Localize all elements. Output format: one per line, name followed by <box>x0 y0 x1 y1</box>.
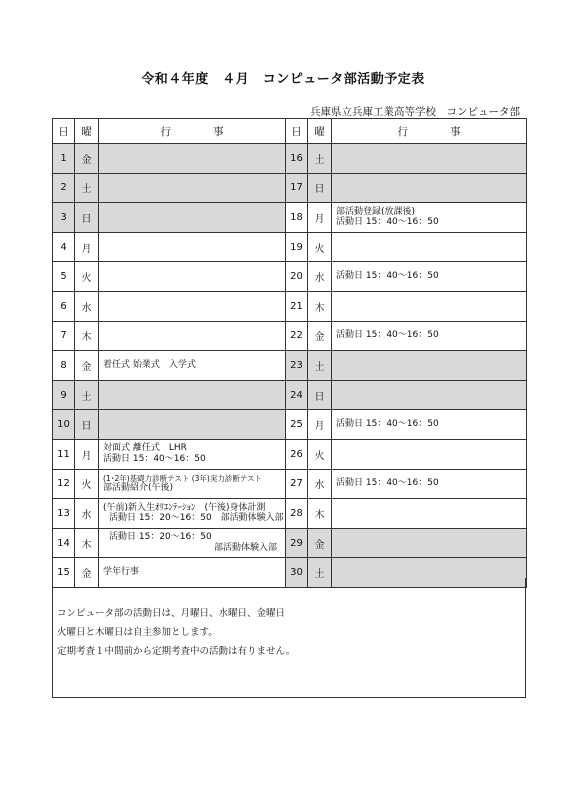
event-cell <box>332 291 527 321</box>
weekday-cell: 木 <box>75 321 99 351</box>
table-header-row <box>53 119 527 144</box>
day-cell: 2 <box>53 173 75 203</box>
header-event: 行 事 <box>99 119 286 144</box>
event-cell <box>99 173 286 203</box>
event-line: 活動日 15：40～16：50 <box>336 271 439 282</box>
weekday-cell: 土 <box>308 351 332 381</box>
table-row <box>53 528 527 558</box>
day-cell: 9 <box>53 380 75 410</box>
event-cell <box>332 351 527 381</box>
document-title: 令和４年度 ４月 コンピュータ部活動予定表 <box>141 72 425 87</box>
weekday-cell: 月 <box>308 203 332 233</box>
event-cell <box>99 410 286 440</box>
day-cell: 22 <box>286 321 308 351</box>
weekday-cell: 土 <box>75 380 99 410</box>
day-cell: 28 <box>286 499 308 529</box>
event-cell <box>332 410 527 440</box>
event-line: 活動日 15：40～16：50 <box>336 217 439 228</box>
header-weekday: 曜 <box>308 119 332 144</box>
event-line: 部活動紹介(午後) <box>103 482 174 493</box>
weekday-cell: 月 <box>75 439 99 469</box>
event-cell <box>99 351 286 381</box>
weekday-cell: 土 <box>308 558 332 588</box>
weekday-cell: 日 <box>308 173 332 203</box>
notes-box <box>52 578 526 698</box>
day-cell: 30 <box>286 558 308 588</box>
event-cell <box>332 144 527 174</box>
note-line: コンピュータ部の活動日は、月曜日、水曜日、金曜日 <box>57 608 286 619</box>
event-cell <box>99 321 286 351</box>
event-cell <box>332 528 527 558</box>
event-cell <box>332 173 527 203</box>
day-cell: 17 <box>286 173 308 203</box>
day-cell: 18 <box>286 203 308 233</box>
event-cell <box>99 203 286 233</box>
day-cell: 21 <box>286 291 308 321</box>
weekday-cell: 金 <box>75 351 99 381</box>
table-row <box>53 410 527 440</box>
weekday-cell: 木 <box>75 528 99 558</box>
weekday-cell: 月 <box>308 410 332 440</box>
event-line: 着任式 始業式 入学式 <box>103 360 196 371</box>
day-cell: 3 <box>53 203 75 233</box>
weekday-cell: 土 <box>308 144 332 174</box>
day-cell: 7 <box>53 321 75 351</box>
event-cell <box>99 528 286 558</box>
event-cell <box>99 232 286 262</box>
day-cell: 11 <box>53 439 75 469</box>
weekday-cell: 金 <box>308 528 332 558</box>
event-cell <box>332 380 527 410</box>
organization-name: 兵庫県立兵庫工業高等学校 コンピュータ部 <box>310 106 520 118</box>
event-line: 活動日 15：40～16：50 <box>336 419 439 430</box>
weekday-cell: 日 <box>75 203 99 233</box>
table-row <box>53 351 527 381</box>
weekday-cell: 火 <box>75 262 99 292</box>
day-cell: 29 <box>286 528 308 558</box>
day-cell: 23 <box>286 351 308 381</box>
table-row <box>53 262 527 292</box>
note-line: 火曜日と木曜日は自主参加とします。 <box>57 627 218 638</box>
weekday-cell: 水 <box>75 499 99 529</box>
weekday-cell: 土 <box>75 173 99 203</box>
day-cell: 20 <box>286 262 308 292</box>
event-cell <box>99 291 286 321</box>
weekday-cell: 火 <box>308 439 332 469</box>
event-cell <box>332 321 527 351</box>
weekday-cell: 金 <box>308 321 332 351</box>
table-row <box>53 321 527 351</box>
table-row <box>53 291 527 321</box>
table-row <box>53 173 527 203</box>
weekday-cell: 木 <box>308 499 332 529</box>
header-weekday: 曜 <box>75 119 99 144</box>
event-line: 活動日 15：40～16：50 <box>103 454 206 465</box>
event-cell <box>332 499 527 529</box>
table-row <box>53 469 527 499</box>
event-line: 活動日 15：40～16：50 <box>336 478 439 489</box>
weekday-cell: 水 <box>75 291 99 321</box>
event-cell <box>332 203 527 233</box>
table-row <box>53 439 527 469</box>
table-row <box>53 499 527 529</box>
event-line: 活動日 15：20～16：50 <box>109 532 212 543</box>
table-row <box>53 144 527 174</box>
header-day: 日 <box>286 119 308 144</box>
day-cell: 15 <box>53 558 75 588</box>
table-row <box>53 232 527 262</box>
event-cell <box>99 499 286 529</box>
weekday-cell: 木 <box>308 291 332 321</box>
day-cell: 6 <box>53 291 75 321</box>
event-cell <box>332 439 527 469</box>
schedule-table <box>52 118 527 588</box>
event-cell <box>99 262 286 292</box>
event-cell <box>332 262 527 292</box>
event-cell <box>332 469 527 499</box>
event-cell <box>99 439 286 469</box>
event-cell <box>332 232 527 262</box>
event-line: 部活動登録(放課後) <box>336 206 416 217</box>
weekday-cell: 金 <box>75 558 99 588</box>
event-cell <box>99 380 286 410</box>
weekday-cell: 日 <box>308 380 332 410</box>
event-line: 学年行事 <box>103 567 140 578</box>
day-cell: 1 <box>53 144 75 174</box>
event-line: 部活動体験入部 <box>213 543 277 554</box>
header-event: 行 事 <box>332 119 527 144</box>
weekday-cell: 火 <box>308 232 332 262</box>
weekday-cell: 月 <box>75 232 99 262</box>
event-cell <box>99 469 286 499</box>
event-line: 活動日 15：40～16：50 <box>336 330 439 341</box>
day-cell: 24 <box>286 380 308 410</box>
day-cell: 27 <box>286 469 308 499</box>
day-cell: 16 <box>286 144 308 174</box>
weekday-cell: 水 <box>308 262 332 292</box>
weekday-cell: 日 <box>75 410 99 440</box>
event-line: (午前)新入生ｵﾘｴﾝﾃｰｼｮﾝ (午後)身体計測 <box>103 502 266 513</box>
event-line: 活動日 15：20～16：50 部活動体験入部 <box>109 513 284 524</box>
weekday-cell: 火 <box>75 469 99 499</box>
day-cell: 25 <box>286 410 308 440</box>
day-cell: 19 <box>286 232 308 262</box>
table-row <box>53 203 527 233</box>
day-cell: 26 <box>286 439 308 469</box>
day-cell: 4 <box>53 232 75 262</box>
header-day: 日 <box>53 119 75 144</box>
weekday-cell: 金 <box>75 144 99 174</box>
event-cell <box>99 144 286 174</box>
table-row <box>53 380 527 410</box>
day-cell: 10 <box>53 410 75 440</box>
day-cell: 8 <box>53 351 75 381</box>
note-line: 定期考査１中間前から定期考査中の活動は有りません。 <box>57 646 296 657</box>
event-line: (1･2年)基礎力診断テスト (3年)実力診断テスト <box>103 473 263 483</box>
weekday-cell: 水 <box>308 469 332 499</box>
day-cell: 14 <box>53 528 75 558</box>
day-cell: 13 <box>53 499 75 529</box>
event-line: 対面式 離任式 LHR <box>103 443 187 454</box>
day-cell: 5 <box>53 262 75 292</box>
day-cell: 12 <box>53 469 75 499</box>
